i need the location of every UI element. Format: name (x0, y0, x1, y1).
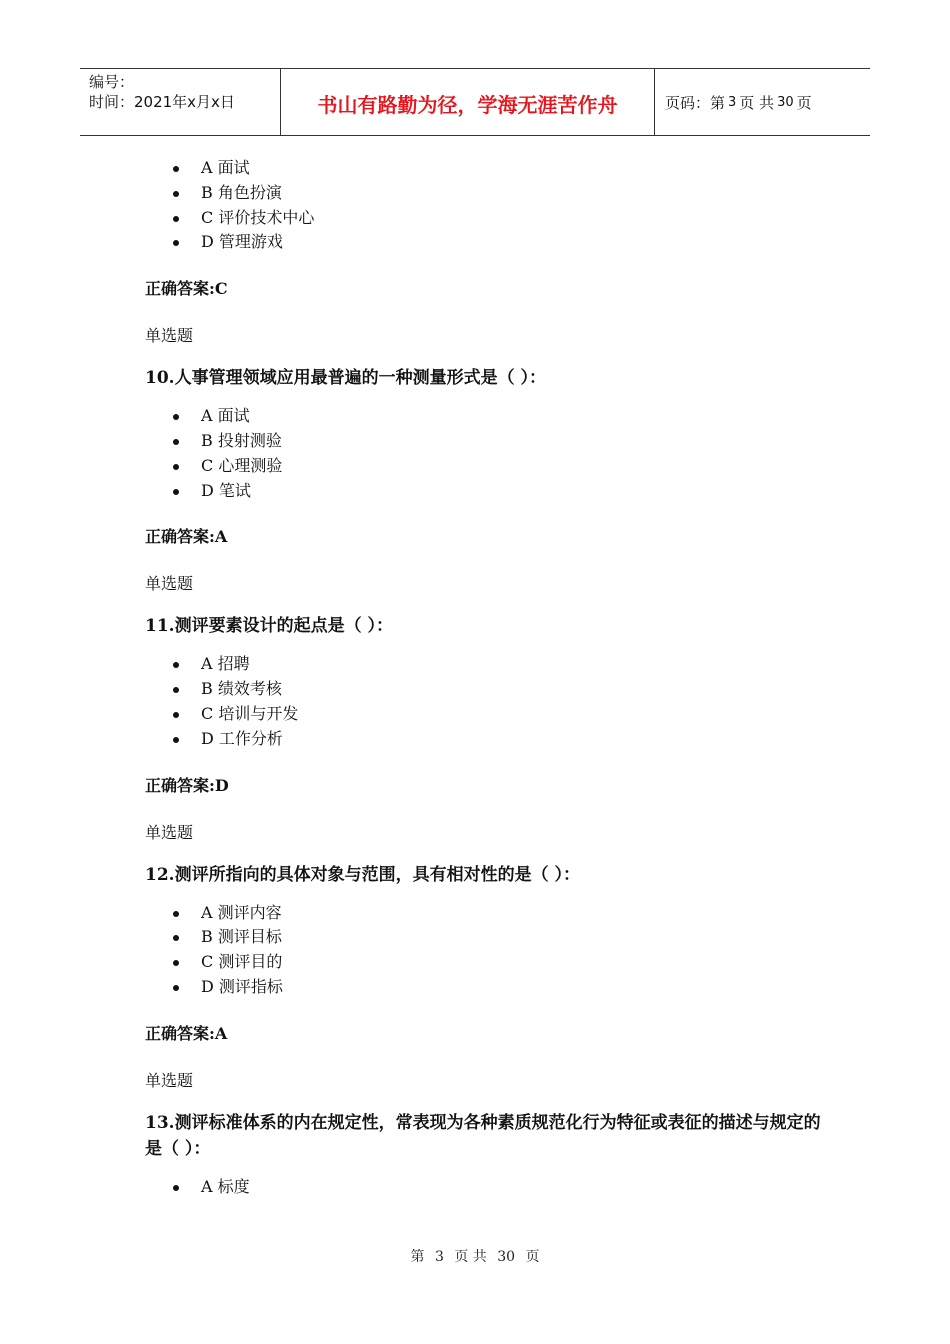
footer-page-total: 30 (497, 1249, 516, 1265)
option-item: D 管理游戏 (145, 230, 825, 255)
footer-page-number: 3 (434, 1249, 444, 1265)
doc-code-label: 编号： (89, 73, 135, 91)
question-type: 单选题 (145, 326, 194, 346)
question-block (145, 1069, 825, 1200)
page-footer (0, 1246, 950, 1266)
option-item: A 面试 (145, 404, 825, 429)
question-type: 单选题 (145, 822, 194, 842)
question-type: 单选题 (145, 574, 194, 594)
header-page-prefix: 页码：第 (665, 93, 726, 112)
option-item: C 心理测验 (145, 454, 825, 479)
option-item: A 标度 (145, 1175, 825, 1200)
question-type: 单选题 (145, 1070, 194, 1090)
option-item: B 绩效考核 (145, 677, 825, 702)
footer-prefix: 第 (410, 1249, 425, 1265)
option-list (145, 1175, 825, 1200)
question-block (145, 324, 825, 549)
page-header (80, 68, 870, 136)
option-item: B 投射测验 (145, 429, 825, 454)
header-page-number: 3 (728, 94, 737, 110)
correct-answer: 正确答案:D (145, 775, 229, 795)
option-item: C 评价技术中心 (145, 206, 825, 231)
option-item: A 面试 (145, 156, 825, 181)
footer-suffix: 页 (525, 1249, 540, 1265)
correct-answer: 正确答案:C (145, 279, 228, 299)
option-item: D 笔试 (145, 479, 825, 504)
correct-answer: 正确答案:A (145, 527, 228, 547)
header-page-mid: 页 共 (739, 93, 775, 112)
header-page-suffix: 页 (796, 93, 812, 112)
correct-answer: 正确答案:A (145, 1023, 228, 1043)
option-item: D 测评指标 (145, 975, 825, 1000)
option-list (145, 156, 825, 255)
question-text: 11.测评要素设计的起点是（ ）： (145, 616, 393, 637)
header-meta (80, 69, 281, 135)
question-text: 12.测评所指向的具体对象与范围，具有相对性的是（ ）： (145, 864, 580, 885)
option-item: C 培训与开发 (145, 702, 825, 727)
questions-content (145, 156, 825, 1200)
option-item: A 测评内容 (145, 901, 825, 926)
option-list (145, 404, 825, 503)
question-block (145, 821, 825, 1046)
header-page-total: 30 (777, 94, 794, 110)
question-block (145, 572, 825, 797)
option-item: B 测评目标 (145, 925, 825, 950)
question-text: 10.人事管理领域应用最普遍的一种测量形式是（ ）： (145, 368, 546, 389)
header-page-info (655, 69, 870, 135)
doc-time-label: 时间：2021年x月x日 (89, 93, 235, 111)
option-item: C 测评目的 (145, 950, 825, 975)
option-list (145, 652, 825, 751)
option-list (145, 901, 825, 1000)
question-text: 13.测评标准体系的内在规定性，常表现为各种素质规范化行为特征或表征的描述与规定的是（ ）： (145, 1112, 821, 1159)
option-item: D 工作分析 (145, 727, 825, 752)
footer-mid: 页 共 (454, 1249, 487, 1265)
option-item: A 招聘 (145, 652, 825, 677)
option-item: B 角色扮演 (145, 181, 825, 206)
header-motto: 书山有路勤为径，学海无涯苦作舟 (281, 69, 655, 135)
question-block (145, 156, 825, 301)
